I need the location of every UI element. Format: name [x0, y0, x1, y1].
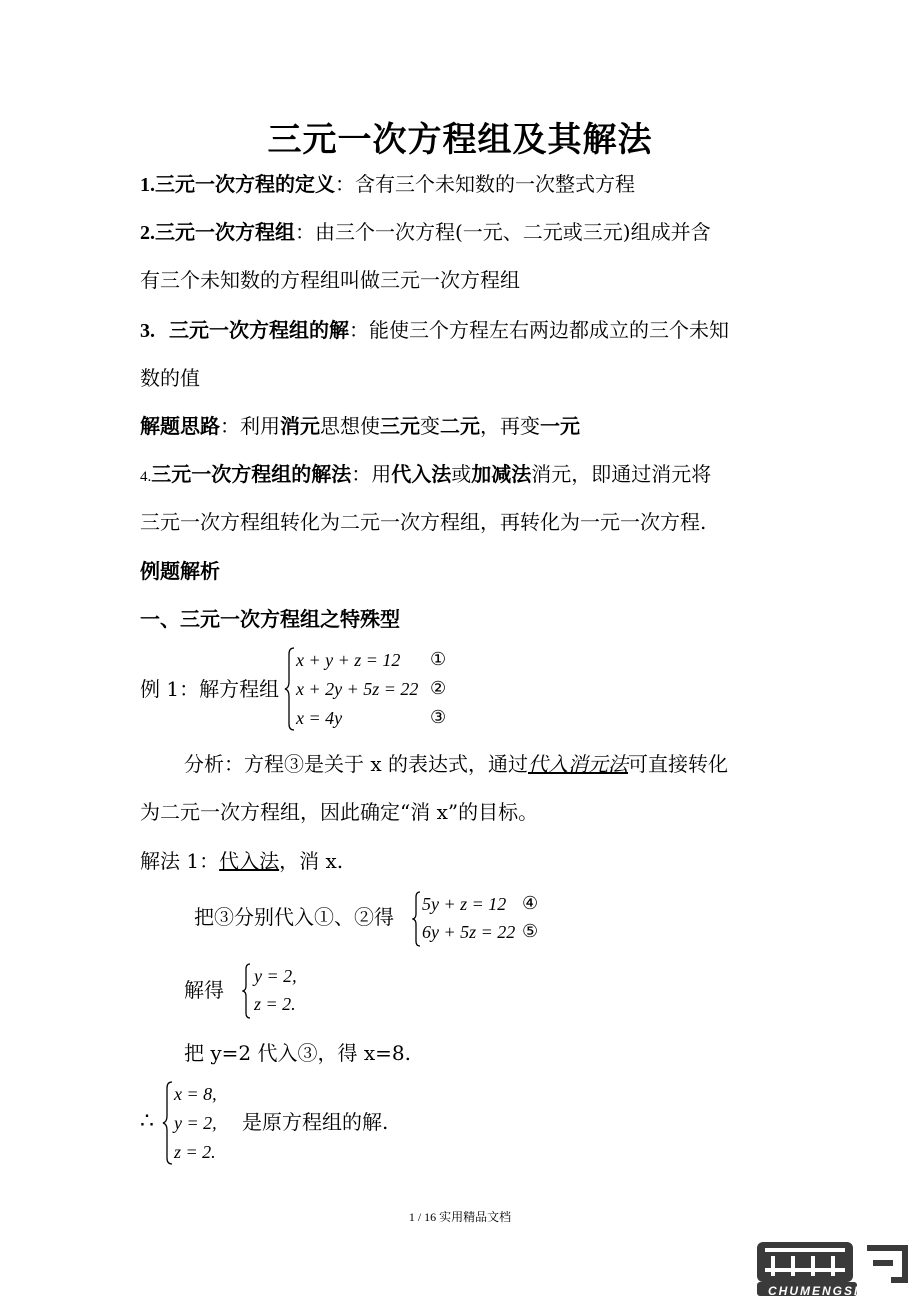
idea-label: 解题思路 — [140, 414, 220, 438]
idea-p2: 思想使 — [320, 414, 380, 438]
analysis-line2: 为二元一次方程组，因此确定“消 x”的目标。 — [140, 800, 539, 824]
left-brace-icon — [162, 1080, 174, 1166]
def4-num: 4. — [140, 469, 152, 485]
page-footer: 1 / 16 实用精品文档 — [408, 1210, 512, 1224]
step2-eq2: z = 2. — [254, 994, 296, 1014]
def1-label: 三元一次方程的定义 — [155, 172, 335, 196]
step2-eq1: y = 2, — [254, 966, 297, 986]
definition-3-line2: 数的值 — [140, 366, 200, 390]
definition-3-line1 — [140, 316, 729, 345]
idea-b2: 三元 — [380, 414, 420, 438]
example1-eq3: x = 4y — [296, 708, 343, 728]
def2-num: 2. — [140, 222, 155, 244]
def3-text-line1: 能使三个方程左右两边都成立的三个未知 — [369, 318, 729, 342]
def4-p1: 用 — [371, 462, 392, 486]
left-brace-icon — [412, 890, 422, 948]
conclusion-text: 是原方程组的解. — [242, 1110, 389, 1134]
analysis-p2: 可直接转化 — [628, 752, 728, 776]
def2-label: 三元一次方程组 — [155, 220, 295, 244]
example1-system — [284, 646, 484, 732]
example1-eq2: x + 2y + 5z = 22 — [296, 679, 419, 699]
conclusion-eq2: y = 2, — [174, 1113, 217, 1133]
def1-text: 含有三个未知数的一次整式方程 — [355, 172, 635, 196]
analysis-p1: 分析：方程③是关于 x 的表达式，通过 — [184, 752, 528, 776]
idea-colon: ： — [220, 414, 240, 438]
step1-text: 把③分别代入①、②得 — [194, 905, 394, 929]
example1-eq1: x + y + z = 12 — [296, 650, 401, 670]
step3-text: 把 y=2 代入③，得 x=8. — [184, 1041, 411, 1065]
analysis-line1 — [184, 750, 728, 778]
step1-system — [412, 890, 552, 948]
def4-colon: ： — [351, 462, 372, 486]
def2-text-line1: 由三个一次方程(一元、二元或三元)组成并含 — [315, 220, 711, 244]
idea-b4: 一元 — [540, 414, 580, 438]
method1-p1: 解法 1： — [140, 849, 220, 873]
example1-label: 例 1：解方程组 — [140, 677, 280, 701]
def2-colon: ： — [295, 220, 315, 244]
definition-2-line1 — [140, 218, 711, 247]
def4-b1: 代入法 — [391, 462, 452, 486]
step2-text: 解得 — [184, 978, 224, 1002]
marker-5: ⑤ — [522, 921, 539, 942]
marker-4: ④ — [522, 893, 539, 914]
left-brace-icon — [284, 646, 296, 732]
def4-p2: 或 — [451, 462, 472, 486]
conclusion-system — [162, 1080, 242, 1166]
marker-3: ③ — [430, 707, 447, 728]
definition-4-line2: 三元一次方程组转化为二元一次方程组，再转化为一元一次方程. — [140, 510, 707, 534]
conclusion-eq3: z = 2. — [174, 1142, 216, 1162]
conclusion-eq1: x = 8, — [174, 1084, 217, 1104]
def3-colon: ： — [349, 318, 369, 342]
definition-1 — [140, 170, 635, 199]
examples-heading: 例题解析 — [140, 559, 220, 583]
therefore-symbol: ∴ — [140, 1109, 154, 1134]
idea-b3: 二元 — [440, 414, 480, 438]
def3-num: 3. — [140, 320, 155, 342]
definition-2-line2: 有三个未知数的方程组叫做三元一次方程组 — [140, 268, 520, 292]
def1-num: 1. — [140, 174, 155, 196]
def4-b2: 加减法 — [471, 462, 532, 486]
method1-underline: 代入法 — [219, 849, 280, 873]
solving-idea — [140, 412, 580, 440]
marker-2: ② — [430, 678, 447, 699]
watermark-logo-text: CHUMENGSI — [768, 1284, 860, 1298]
step1-eq1: 5y + z = 12 — [422, 894, 507, 914]
analysis-underline: 代入消元法 — [528, 752, 628, 776]
def4-p3: 消元，即通过消元将 — [531, 462, 712, 486]
definition-4-line1 — [140, 460, 711, 491]
left-brace-icon — [242, 962, 252, 1020]
idea-p1: 利用 — [240, 414, 280, 438]
method1-p2: ，消 x. — [279, 849, 344, 873]
idea-p4: ，再变 — [480, 414, 540, 438]
def4-label: 三元一次方程组的解法 — [151, 462, 352, 486]
idea-b1: 消元 — [280, 414, 320, 438]
method1 — [140, 847, 343, 875]
def1-colon: ： — [335, 172, 355, 196]
section1-heading: 一、三元一次方程组之特殊型 — [140, 607, 400, 631]
def3-label: 三元一次方程组的解 — [169, 318, 349, 342]
step2-system — [242, 962, 322, 1020]
marker-1: ① — [430, 649, 447, 670]
page-title: 三元一次方程组及其解法 — [267, 120, 653, 160]
idea-p3: 变 — [420, 414, 440, 438]
step1-eq2: 6y + 5z = 22 — [422, 922, 516, 942]
